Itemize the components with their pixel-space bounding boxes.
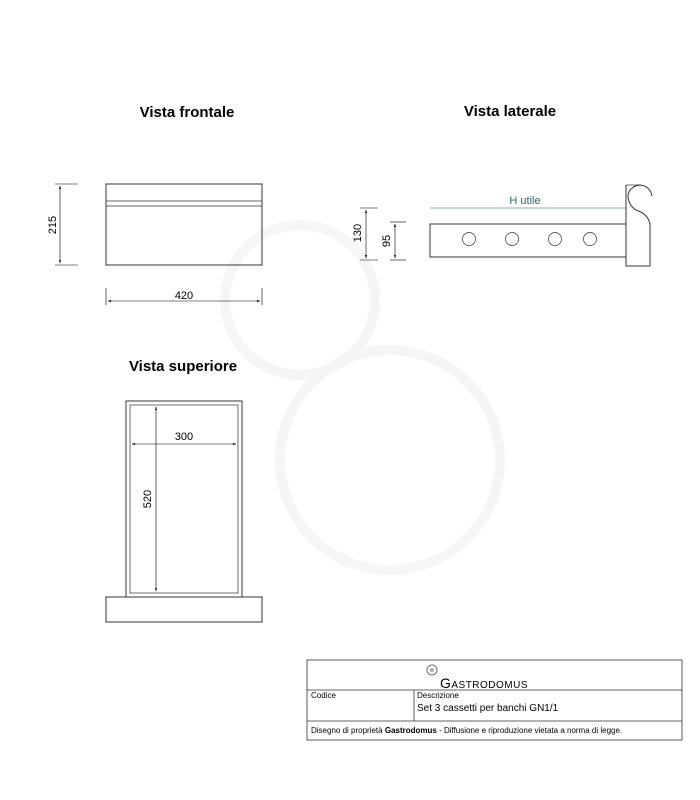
rail-hole <box>463 233 476 246</box>
title-block <box>307 660 682 740</box>
top-view <box>106 358 262 622</box>
front-width-label: 420 <box>174 290 194 302</box>
rail-hole <box>549 233 562 246</box>
usable-height-label: H utile <box>509 195 541 207</box>
description-label: Descrizione <box>417 691 459 700</box>
side-handle-profile <box>626 185 652 266</box>
side-view <box>352 103 652 266</box>
side-view-title: Vista laterale <box>463 103 557 120</box>
side-inner-height-label: 95 <box>381 234 393 248</box>
front-height-label: 215 <box>47 215 59 235</box>
code-label: Codice <box>311 691 336 700</box>
side-total-height-label: 130 <box>352 223 364 243</box>
top-view-title: Vista superiore <box>128 358 238 375</box>
ownership-notice: Disegno di proprietà Gastrodomus - Diffusione e riproduzione vietata a norma di legge. <box>311 726 623 735</box>
rail-hole <box>506 233 519 246</box>
watermark-logo <box>225 225 500 570</box>
description-value: Set 3 cassetti per banchi GN1/1 <box>417 703 559 714</box>
top-depth-label: 520 <box>142 489 154 509</box>
rail-hole <box>584 233 597 246</box>
top-width-label: 300 <box>174 431 194 443</box>
brand-name: Gastrodomus <box>439 675 529 691</box>
front-view-title: Vista frontale <box>139 104 235 121</box>
top-front-panel <box>106 597 262 622</box>
